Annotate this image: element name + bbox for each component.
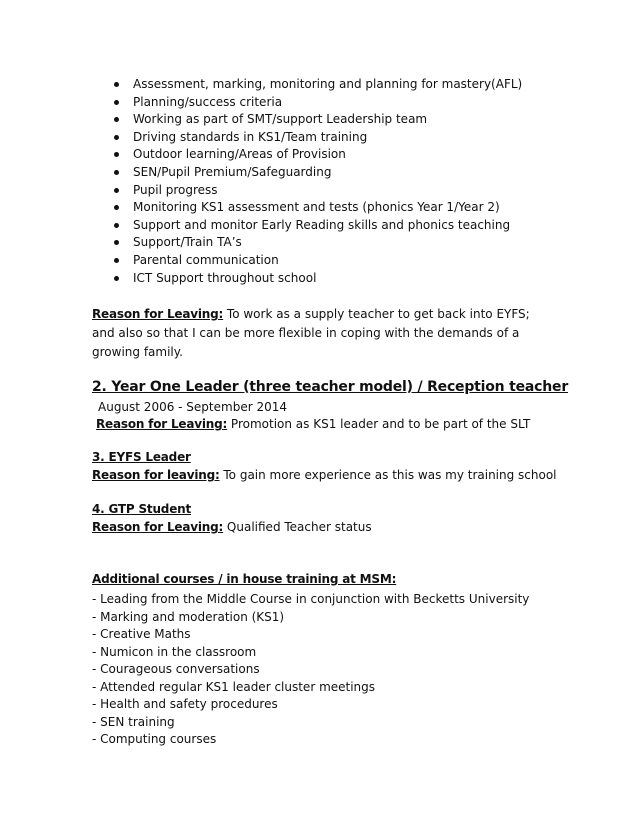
list-item-text: Working as part of SMT/support Leadership team [133, 112, 428, 127]
bullet-icon [114, 276, 119, 281]
bullet-icon [114, 223, 119, 228]
list-item: - Computing courses [92, 732, 217, 746]
bullet-icon [114, 152, 119, 157]
list-item-text: Assessment, marking, monitoring and planning for mastery(AFL) [133, 77, 523, 91]
bullet-icon [114, 240, 119, 245]
list-item [114, 129, 522, 147]
section-2-dates: August 2006 - September 2014 [98, 400, 287, 414]
reason-label: Reason for Leaving: [92, 307, 224, 321]
list-item: - Numicon in the classroom [92, 644, 257, 659]
list-item: - Creative Maths [92, 627, 191, 641]
list-item: - Health and safety procedures [92, 697, 278, 711]
bullet-icon [114, 100, 119, 105]
section-4-heading: 4. GTP Student [92, 502, 192, 516]
reason-label: Reason for leaving: [92, 468, 220, 482]
section-3-reason [92, 467, 557, 484]
list-item: - SEN training [92, 714, 175, 729]
section-4-reason [92, 519, 372, 536]
list-item-text: Support/Train TA’s [133, 235, 242, 250]
list-item-text: Support and monitor Early Reading skills and phonics teaching [133, 217, 511, 232]
bullet-icon [114, 205, 119, 210]
bullet-icon [114, 188, 119, 193]
list-item [114, 76, 522, 94]
section-2-reason [96, 416, 530, 433]
list-item [114, 199, 522, 217]
list-item-text: Driving standards in KS1/Team training [133, 129, 368, 144]
reason-label: Reason for Leaving: [96, 417, 228, 431]
list-item [114, 217, 522, 235]
reason-text: To gain more experience as this was my training school [219, 468, 557, 482]
bullet-icon [114, 135, 119, 140]
bullet-icon [114, 82, 119, 87]
list-item [114, 146, 522, 164]
list-item [114, 94, 522, 112]
list-item-text: Parental communication [133, 252, 279, 267]
list-item-text: SEN/Pupil Premium/Safeguarding [133, 164, 332, 179]
list-item: - Courageous conversations [92, 662, 260, 676]
list-item [114, 270, 522, 288]
reason-text: Qualified Teacher status [223, 520, 372, 534]
responsibilities-list [114, 76, 522, 287]
list-item: - Leading from the Middle Course in conjunction with Becketts University [92, 592, 530, 606]
additional-courses-heading: Additional courses / in house training at MSM: [92, 572, 397, 586]
list-item [114, 252, 522, 270]
reason-text: Promotion as KS1 leader and to be part of the SLT [227, 417, 531, 431]
additional-courses-list [92, 591, 529, 749]
reason-text: To work as a supply teacher to get back into EYFS; and also so that I can be more flexible in coping with the demands of a growing family. [92, 307, 530, 359]
list-item-text: Monitoring KS1 assessment and tests (phonics Year 1/Year 2) [133, 200, 500, 215]
reason-label: Reason for Leaving: [92, 520, 224, 534]
reason-for-leaving-paragraph [92, 305, 532, 362]
list-item-text: Pupil progress [133, 182, 218, 197]
bullet-icon [114, 258, 119, 263]
list-item-text: Outdoor learning/Areas of Provision [133, 147, 346, 162]
list-item-text: ICT Support throughout school [133, 270, 317, 285]
bullet-icon [114, 117, 119, 122]
list-item: - Marking and moderation (KS1) [92, 609, 285, 624]
list-item-text: Planning/success criteria [133, 94, 283, 109]
list-item [114, 164, 522, 182]
bullet-icon [114, 170, 119, 175]
section-2-heading: 2. Year One Leader (three teacher model) / Reception teacher [92, 379, 569, 395]
list-item [114, 182, 522, 200]
section-3-heading: 3. EYFS Leader [92, 450, 191, 464]
list-item [114, 234, 522, 252]
list-item [114, 111, 522, 129]
list-item: - Attended regular KS1 leader cluster meetings [92, 679, 376, 694]
